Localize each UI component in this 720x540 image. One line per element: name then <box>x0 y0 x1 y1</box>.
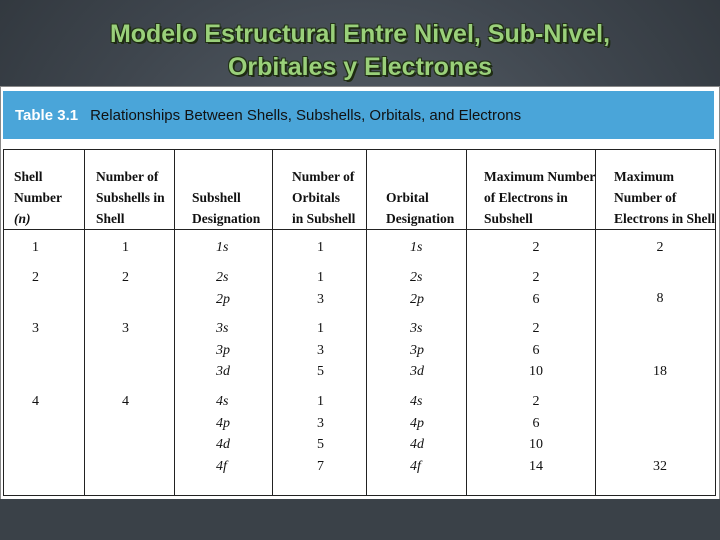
column-divider <box>84 150 85 495</box>
cell-value: 4 <box>122 394 129 409</box>
header-shell-number <box>14 166 62 229</box>
cell-value: 3 <box>32 321 39 336</box>
cell-designation <box>216 267 230 310</box>
cell-orbitals <box>317 237 324 259</box>
cell-orbitals <box>317 391 324 477</box>
cell-value: 4f <box>410 458 421 474</box>
cell-value: 2 <box>122 270 129 285</box>
cell-subshells <box>122 318 129 340</box>
cell-value: 2s <box>410 270 423 285</box>
cell-shell <box>32 318 39 340</box>
header-max-electrons-shell <box>614 166 715 229</box>
header-number-of-orbitals <box>292 166 355 229</box>
cell-value: 4p <box>410 415 424 431</box>
cell-value: 1 <box>122 240 129 255</box>
cell-value: 4p <box>216 415 230 431</box>
slide-title-line-1: Modelo Estructural Entre Nivel, Sub-Nivel, <box>109 20 611 48</box>
cell-max-shell <box>654 237 666 259</box>
cell-value: 5 <box>317 437 324 452</box>
slide-title-line-2: Orbitales y Electrones <box>227 53 492 81</box>
header-text: Orbital <box>386 190 429 205</box>
table-caption-number: Table 3.1 <box>15 106 79 124</box>
cell-designation <box>216 237 228 259</box>
cell-max-subshell <box>530 267 542 310</box>
cell-value: 18 <box>653 364 667 379</box>
cell-value: 4d <box>216 437 230 452</box>
cell-orbital-designation <box>410 318 424 383</box>
cell-value: 1 <box>32 240 39 255</box>
header-text: Shell <box>14 169 43 184</box>
cell-shell <box>32 267 39 289</box>
header-text: Orbitals <box>292 190 341 205</box>
cell-max-subshell <box>523 318 549 383</box>
cell-value: 3 <box>317 291 324 307</box>
column-divider <box>466 150 467 495</box>
cell-shell <box>32 391 39 413</box>
header-subshell-designation <box>192 187 260 229</box>
cell-value: 3d <box>216 364 230 379</box>
header-number-of-subshells <box>96 166 165 229</box>
cell-value: 3s <box>410 321 423 336</box>
column-divider <box>366 150 367 495</box>
cell-max-shell <box>654 288 666 310</box>
cell-value: 2p <box>410 291 424 307</box>
cell-value: 2s <box>216 270 229 285</box>
cell-designation <box>216 318 230 383</box>
cell-max-shell <box>647 361 673 383</box>
data-table <box>3 149 716 496</box>
header-text: Maximum <box>614 169 674 184</box>
slide-bottom-band <box>0 499 720 540</box>
header-text: Shell <box>96 211 125 226</box>
cell-value: 2 <box>532 321 540 336</box>
column-divider <box>174 150 175 495</box>
header-text: Designation <box>386 211 455 226</box>
cell-value: 4f <box>216 458 227 474</box>
header-text: (n) <box>14 211 31 226</box>
cell-value: 4s <box>410 394 423 409</box>
header-text: of Electrons in <box>484 190 568 205</box>
cell-value: 1s <box>216 240 229 255</box>
cell-value: 8 <box>656 291 664 306</box>
cell-value: 6 <box>532 415 540 431</box>
table-figure <box>0 86 720 500</box>
cell-value: 2 <box>32 270 39 285</box>
cell-designation <box>216 391 230 477</box>
header-max-electrons-subshell <box>484 166 595 229</box>
cell-value: 2 <box>532 270 540 285</box>
header-text: Electrons in Shell <box>614 211 716 226</box>
cell-value: 3 <box>122 321 129 336</box>
table-caption-text: Relationships Between Shells, Subshells, Orbitals, and Electrons <box>90 106 522 124</box>
cell-value: 4s <box>216 394 229 409</box>
cell-value: 6 <box>532 291 540 307</box>
cell-value: 3d <box>410 364 424 379</box>
cell-value: 7 <box>317 458 324 474</box>
header-text: Maximum Number <box>484 169 596 184</box>
cell-value: 1 <box>317 321 324 336</box>
cell-value: 3p <box>410 342 424 358</box>
cell-value: 3p <box>216 342 230 358</box>
cell-subshells <box>122 391 129 413</box>
cell-value: 10 <box>529 437 543 452</box>
cell-value: 4 <box>32 394 39 409</box>
header-text: Number of <box>292 169 355 184</box>
cell-orbital-designation <box>410 391 424 477</box>
header-text: Number <box>14 190 62 205</box>
column-divider <box>272 150 273 495</box>
cell-value: 1s <box>410 240 423 255</box>
cell-value: 4d <box>410 437 424 452</box>
cell-value: 3 <box>317 415 324 431</box>
cell-max-subshell <box>530 237 542 259</box>
slide-title <box>0 18 720 84</box>
cell-value: 32 <box>653 459 667 474</box>
cell-value: 1 <box>317 240 324 255</box>
header-text: Number of <box>614 190 677 205</box>
cell-shell <box>32 237 39 259</box>
header-text: Number of <box>96 169 159 184</box>
cell-value: 14 <box>529 458 543 474</box>
cell-subshells <box>122 267 129 289</box>
header-text: Subshell <box>484 211 533 226</box>
header-text: Subshell <box>192 190 241 205</box>
cell-value: 2 <box>656 240 664 255</box>
header-divider <box>4 229 715 230</box>
table-caption-bar <box>3 91 714 139</box>
cell-value: 2p <box>216 291 230 307</box>
cell-orbital-designation <box>410 267 424 310</box>
cell-value: 1 <box>317 270 324 285</box>
cell-value: 2 <box>532 394 540 409</box>
cell-value: 5 <box>317 364 324 379</box>
cell-value: 10 <box>529 364 543 379</box>
cell-max-subshell <box>523 391 549 477</box>
cell-value: 6 <box>532 342 540 358</box>
cell-value: 1 <box>317 394 324 409</box>
header-text: in Subshell <box>292 211 356 226</box>
header-orbital-designation <box>386 187 454 229</box>
cell-value: 3s <box>216 321 229 336</box>
cell-max-shell <box>647 456 673 478</box>
cell-orbitals <box>317 318 324 383</box>
cell-subshells <box>122 237 129 259</box>
cell-value: 3 <box>317 342 324 358</box>
header-text: Designation <box>192 211 261 226</box>
cell-orbital-designation <box>410 237 422 259</box>
header-text: Subshells in <box>96 190 165 205</box>
cell-value: 2 <box>532 240 540 255</box>
cell-orbitals <box>317 267 324 310</box>
